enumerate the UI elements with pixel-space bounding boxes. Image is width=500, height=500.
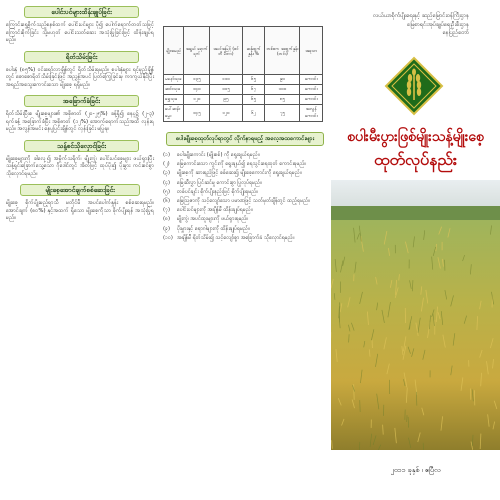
variety-table (163, 26, 323, 122)
table-cell: ၁၃၅ (184, 75, 210, 85)
table-row (164, 105, 323, 122)
table-cell: ၁၂၀ (210, 105, 242, 122)
list-item (163, 235, 328, 242)
table-cell: ၆၅ (242, 95, 265, 105)
list-item-text: မြေဩဇာကို သင့်လျော်သော ပမာဏဖြင့် သတ်မှတ်ချိန်တွင် ထည့်ရမည်။ (177, 198, 310, 205)
variety-table-body (164, 75, 323, 122)
list-item-text: မြေကောင်းသော ကွင်းကို ရွေးချယ်၍ ရေသွင်းရေထုတ် ကောင်းရမည်။ (177, 161, 307, 168)
table-header-variety: မျိုးအမည် (164, 27, 184, 75)
middle-panel (163, 0, 328, 500)
list-item-text: စပါးမျိုးကောင်း (မျိုးစစ်) ကို ရွေးချယ်ရမည်။ (177, 152, 260, 158)
list-item-text: မြေဆီလွှာ ပြင်ဆင်မှု ကောင်းစွာ ပြုလုပ်ရမည်။ (177, 179, 262, 186)
list-item-number: (၃) (163, 170, 170, 177)
list-item-number: (၁) (163, 152, 170, 158)
section-body: စပါးနှံ (၈၅%) ဝင်းရော်လာချိန်တွင် ရိတ်သိမ်းရမည်။ စပါးနှံများ ရင့်မှည့်ချိန်တွင် စောစောရိတ်သိမ်းခြင်းဖြင့် အညွှန့်အပင် ပြတ်ကြွေခြင်းမှ ကာကွယ်နိုင်ပြီး အရည်အသွေးကောင်းသော မျိုးစေ့ ရရှိမည်။ (6, 66, 154, 88)
list-item-text: တစ်ပင်ချင်း စိုက်ပျိုးနည်းဖြင့် စိုက်ပျိုးရမည်။ (177, 188, 258, 195)
table-cell: ၉၀ (265, 75, 300, 85)
section-body: ကြောင်းရွှေ့စိုက်သည့်စနစ်ထက် ပေါင်းပင်များ ပို၍ ပေါက်ရောက်တတ်သဖြင့် ကြောင်းစိုက်ခြင်း သို့မဟုတ် ပေါင်းသတ်ဆေး အသုံးပြုခြင်းဖြင့် ထိန်းချုပ်ရမည်။ (6, 22, 154, 43)
table-cell: ဆင်းသုခ (164, 85, 184, 95)
table-cell: ၁၂၀ (184, 95, 210, 105)
list-item (163, 216, 328, 223)
section-heading: အခြောက်ခံခြင်း (24, 95, 139, 107)
section-body: ရိတ်သိမ်းပြီးစ မျိုးစေ့များ၏ အစိုဓာတ် (၂၀-၂၅%) ခန့်ရှိ၍ နေပူ၌ (၂-၃) ရက်ခန့် အခြောက်ခံပြီး အစိုဓာတ် (၁၂%) အောက်ရောက်သည်အထိ လှန်းရမည်။ အလွန်အမင်း နေပူပြင်းချိန်တွင် လှန်းခြင်း မပြုရ။ (6, 111, 154, 132)
list-item-text: ပိုးမွှားနှင့် ရောဂါများကို ထိန်းချုပ်ရမည်။ (177, 225, 250, 232)
variety-table-header-row (164, 27, 323, 75)
section-body: မျိုးစေ့ စိုက်ပျိုးမည့်ရာသီ မတိုင်မီ အပင်ပေါက်နှုန်း စစ်ဆေးရမည်။ အောင်ချက် (၈၀%) နှင့်အထက် ရှိသော မျိုးစေ့ကိုသာ စိုက်ပျိုးရန် အသုံးပြုရမည်။ (6, 200, 154, 221)
list-item-text: အချိန်မီ ရိတ်သိမ်း၍ သင့်လျော်စွာ အခြောက်ခံ သိုလှောင်ရမည်။ (177, 234, 295, 241)
left-panel (0, 0, 160, 500)
list-item-number: (၇) (163, 207, 170, 214)
list-item-number: (၆) (163, 198, 170, 205)
section-heading: မျိုးစေ့အောင်ချက်စစ်ဆေးခြင်း (20, 184, 140, 196)
list-item-number: (၉) (163, 225, 170, 232)
table-row (164, 95, 323, 105)
list-item-text: မျိုးကွဲ၊ အပင်ထူးများကို ဖယ်ရှားရမည်။ (177, 216, 249, 223)
list-item (163, 180, 328, 187)
publication-date: ၂၀၁၁ ခုနှစ် ၊ ဧပြီလ (390, 466, 441, 474)
list-item (163, 170, 328, 177)
table-cell: ရွှေသုခ (164, 95, 184, 105)
table-cell: အလွန်ကောင်း (300, 105, 323, 122)
practices-list (163, 152, 328, 242)
organization-department: မြေစာရင်းအုပ်ချုပ်ရေးဦးစီးဌာန (407, 21, 469, 28)
table-header-taste: အရသာ (300, 27, 323, 75)
section-heading: ရိတ်သိမ်းခြင်း (24, 51, 139, 63)
table-cell: မနော်သုခ (164, 75, 184, 85)
cover-panel (331, 0, 500, 500)
table-header-days: အရွယ် ရောက် ရက် (184, 27, 210, 75)
table-cell: ၇၅ (265, 105, 300, 122)
list-item (163, 207, 328, 214)
ministry-emblem-icon (384, 56, 444, 116)
table-cell: ပေါ်ဆန်းမွှေး (164, 105, 184, 122)
variety-table-head (164, 27, 323, 75)
table-header-height: အပင်အမြင့် (စင်တီ မီတာ) (210, 27, 242, 75)
list-item-text: မျိုးစေ့ကို ဆားရည်ဖြင့် စစ်ဆေး၍ မျိုးစေ့ကောင်းကို ရွေးချယ်ရမည်။ (177, 170, 302, 177)
organization-ministry: လယ်ယာစိုက်ပျိုးရေးနှင့် ဆည်မြောင်းဝန်ကြီးဌာန (373, 13, 469, 19)
table-cell: ၆၇ (242, 85, 265, 95)
table-cell: ၁၀၅ (210, 85, 242, 95)
booklet-title: စပါးမီးပွားဖြစ်မျိုးသန့်မျိုးစေ့ (347, 129, 484, 145)
table-cell: ၉၅ (210, 95, 242, 105)
list-item-number: (၂) (163, 161, 170, 168)
list-item-number: (၄) (163, 179, 170, 186)
table-cell: ကောင်း (300, 95, 323, 105)
table-cell: ၁၀၀ (265, 85, 300, 95)
table-header-milling: ဆန်ထွက် နှုန်း % (242, 27, 265, 75)
section-heading: ပေါင်းပင်များထိန်းချုပ်ခြင်း (24, 6, 139, 18)
section-body: မျိုးစေ့များကို ခါလှေ့၍ အမှိုက်သရိုက်၊ မျိုးကွဲ၊ ပေါင်းပင်စေ့များ ဖယ်ရှားပြီး သန့်ရှင်းခြောက်သွေ့သော ဂိုဒေါင်တွင် အိတ်ဖြင့် ထုပ်ပိုး၍ ပိုးမွှား ကင်းစင်စွာ သိုလှောင်ရမည်။ (6, 155, 154, 177)
list-item (163, 226, 328, 233)
list-item (163, 152, 328, 159)
organization-lines (339, 12, 469, 38)
table-cell: ၈၅ (265, 95, 300, 105)
table-header-yield: တစ်ဧက အထွက်နှုန်း (တင်း) (265, 27, 300, 75)
table-cell: ၆၂ (242, 105, 265, 122)
table-cell: ၆၅ (242, 75, 265, 85)
table-row (164, 85, 323, 95)
table-cell: ၁၁၀ (210, 75, 242, 85)
list-item-number: (၁၀) (163, 234, 173, 241)
table-row (164, 75, 323, 85)
list-item (163, 161, 328, 168)
table-cell: ၁၄၀ (184, 85, 210, 95)
practices-heading: စပါးမျိုးစေ့ထုတ်လုပ်ရာတွင် လိုက်နာရမည့် အလေ့အထကောင်းများ (166, 132, 324, 146)
list-item-number: (၈) (163, 216, 171, 223)
left-sections (6, 6, 154, 223)
booklet-subtitle: ထုတ်လုပ်နည်း (374, 150, 457, 169)
section-heading: သန့်စင်သိုလှောင်ခြင်း (24, 140, 139, 152)
rice-field-photo (331, 180, 500, 450)
list-item (163, 198, 328, 205)
list-item-text: ပေါင်းပင်များကို အချိန်မီ ထိန်းချုပ်ရမည်။ (177, 207, 253, 214)
organization-city: နေပြည်တော် (442, 30, 469, 36)
table-cell: ကောင်း (300, 75, 323, 85)
table-cell: ၁၄၅ (184, 105, 210, 122)
list-item-number: (၅) (163, 188, 170, 195)
list-item (163, 189, 328, 196)
table-cell: ကောင်း (300, 85, 323, 95)
